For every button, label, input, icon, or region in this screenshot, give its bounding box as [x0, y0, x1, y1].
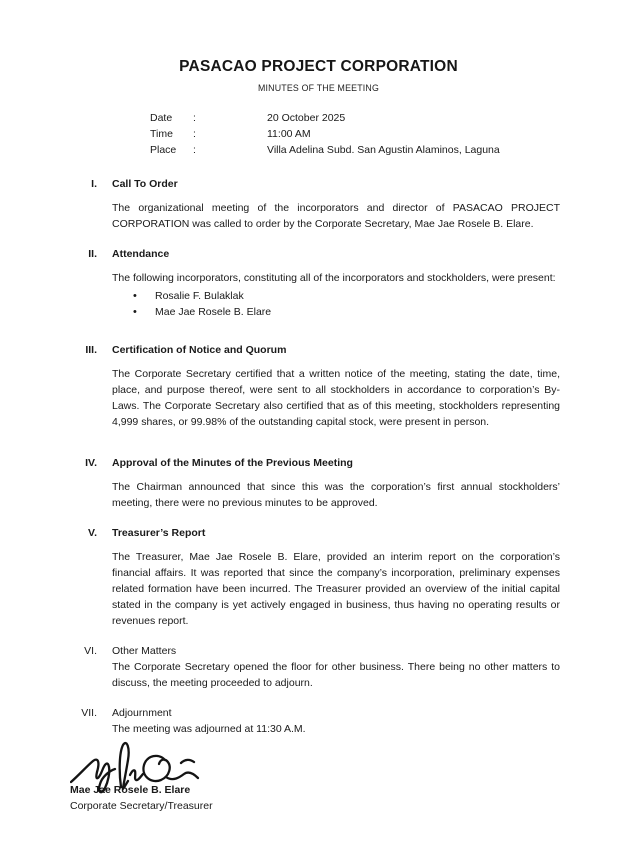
- section-numeral: I.: [91, 178, 97, 190]
- signature-block: [70, 741, 637, 814]
- meta-separator: :: [193, 112, 196, 124]
- section-body: [112, 525, 560, 629]
- section-paragraph: The Chairman announced that since this was the corporation’s first annual stockholders’ meeting, there were no previous minutes to be approved.: [112, 481, 560, 509]
- minutes-section: [60, 643, 560, 691]
- minutes-section: [60, 246, 560, 320]
- meta-value: 20 October 2025: [267, 112, 346, 124]
- minutes-section: [60, 705, 560, 737]
- section-paragraph: The organizational meeting of the incorporators and director of PASACAO PROJECT CORPORATION was called to order by the Corporate Secretary, Mae Jae Rosele B. Elare.: [112, 202, 560, 230]
- meta-label: Place: [150, 144, 177, 156]
- meta-separator: :: [193, 144, 196, 156]
- section-body: [112, 643, 560, 691]
- section-paragraph: The following incorporators, constituting all of the incorporators and stockholders, were present:: [112, 272, 556, 284]
- section-body: [112, 705, 560, 737]
- section-heading: Certification of Notice and Quorum: [112, 344, 287, 356]
- section-heading: Adjournment: [112, 707, 172, 719]
- document-subtitle: MINUTES OF THE MEETING: [257, 83, 380, 93]
- section-body: [112, 176, 560, 232]
- attendee-item: • Rosalie F. Bulaklak: [133, 288, 560, 304]
- section-numeral: VI.: [84, 645, 97, 657]
- section-heading: Attendance: [112, 248, 170, 260]
- section-numeral: III.: [85, 344, 97, 356]
- section-paragraph: The meeting was adjourned at 11:30 A.M.: [112, 723, 306, 735]
- section-body: [112, 455, 560, 511]
- signature-image: [70, 741, 205, 795]
- signatory-name: Mae Jae Rosele B. Elare: [70, 784, 191, 796]
- section-paragraph: The Corporate Secretary certified that a written notice of the meeting, stating the date, time, place, and purpose thereof, were sent to all stockholders in accordance to corporation’s By-Laws. The Corporate Secretary also certified that as of this meeting, stockholders representing 4,999 shares, or 99.98% of the outstanding capital stock, were present in person.: [112, 368, 560, 428]
- section-numeral: II.: [88, 248, 97, 260]
- attendee-item: • Mae Jae Rosele B. Elare: [133, 304, 560, 320]
- section-numeral: V.: [88, 527, 97, 539]
- meta-row: [150, 142, 637, 158]
- section-heading: Approval of the Minutes of the Previous Meeting: [112, 457, 353, 469]
- section-body: [112, 246, 560, 320]
- section-numeral: IV.: [85, 457, 97, 469]
- minutes-section: [60, 342, 560, 430]
- section-paragraph: The Corporate Secretary opened the floor for other business. There being no other matters to discuss, the meeting proceeded to adjourn.: [112, 661, 560, 689]
- meta-separator: :: [193, 128, 196, 140]
- signatory-title: Corporate Secretary/Treasurer: [70, 800, 213, 812]
- minutes-section: [60, 176, 560, 232]
- section-heading: Call To Order: [112, 178, 178, 190]
- section-numeral: VII.: [81, 707, 97, 719]
- minutes-section: [60, 525, 560, 629]
- section-heading: Other Matters: [112, 645, 177, 657]
- meta-row: [150, 110, 637, 126]
- meta-label: Date: [150, 112, 173, 124]
- meta-value: 11:00 AM: [267, 128, 311, 140]
- meta-label: Time: [150, 128, 173, 140]
- document-title: PASACAO PROJECT CORPORATION: [179, 58, 458, 75]
- attendee-list: [112, 288, 560, 320]
- section-heading: Treasurer’s Report: [112, 527, 206, 539]
- meta-row: [150, 126, 637, 142]
- meeting-meta-block: [150, 110, 637, 158]
- section-paragraph: The Treasurer, Mae Jae Rosele B. Elare, provided an interim report on the corporation’s financial affairs. It was reported that since the company’s incorporation, preliminary expenses related formation have been incurred. The Treasurer provided an overview of the initial capital stated in the company is yet actively engaged in business, thus having no operating results or revenues report.: [112, 551, 560, 627]
- meta-value: Villa Adelina Subd. San Agustin Alaminos, Laguna: [267, 144, 500, 156]
- minutes-section: [60, 455, 560, 511]
- minutes-sections: [0, 176, 637, 737]
- section-body: [112, 342, 560, 430]
